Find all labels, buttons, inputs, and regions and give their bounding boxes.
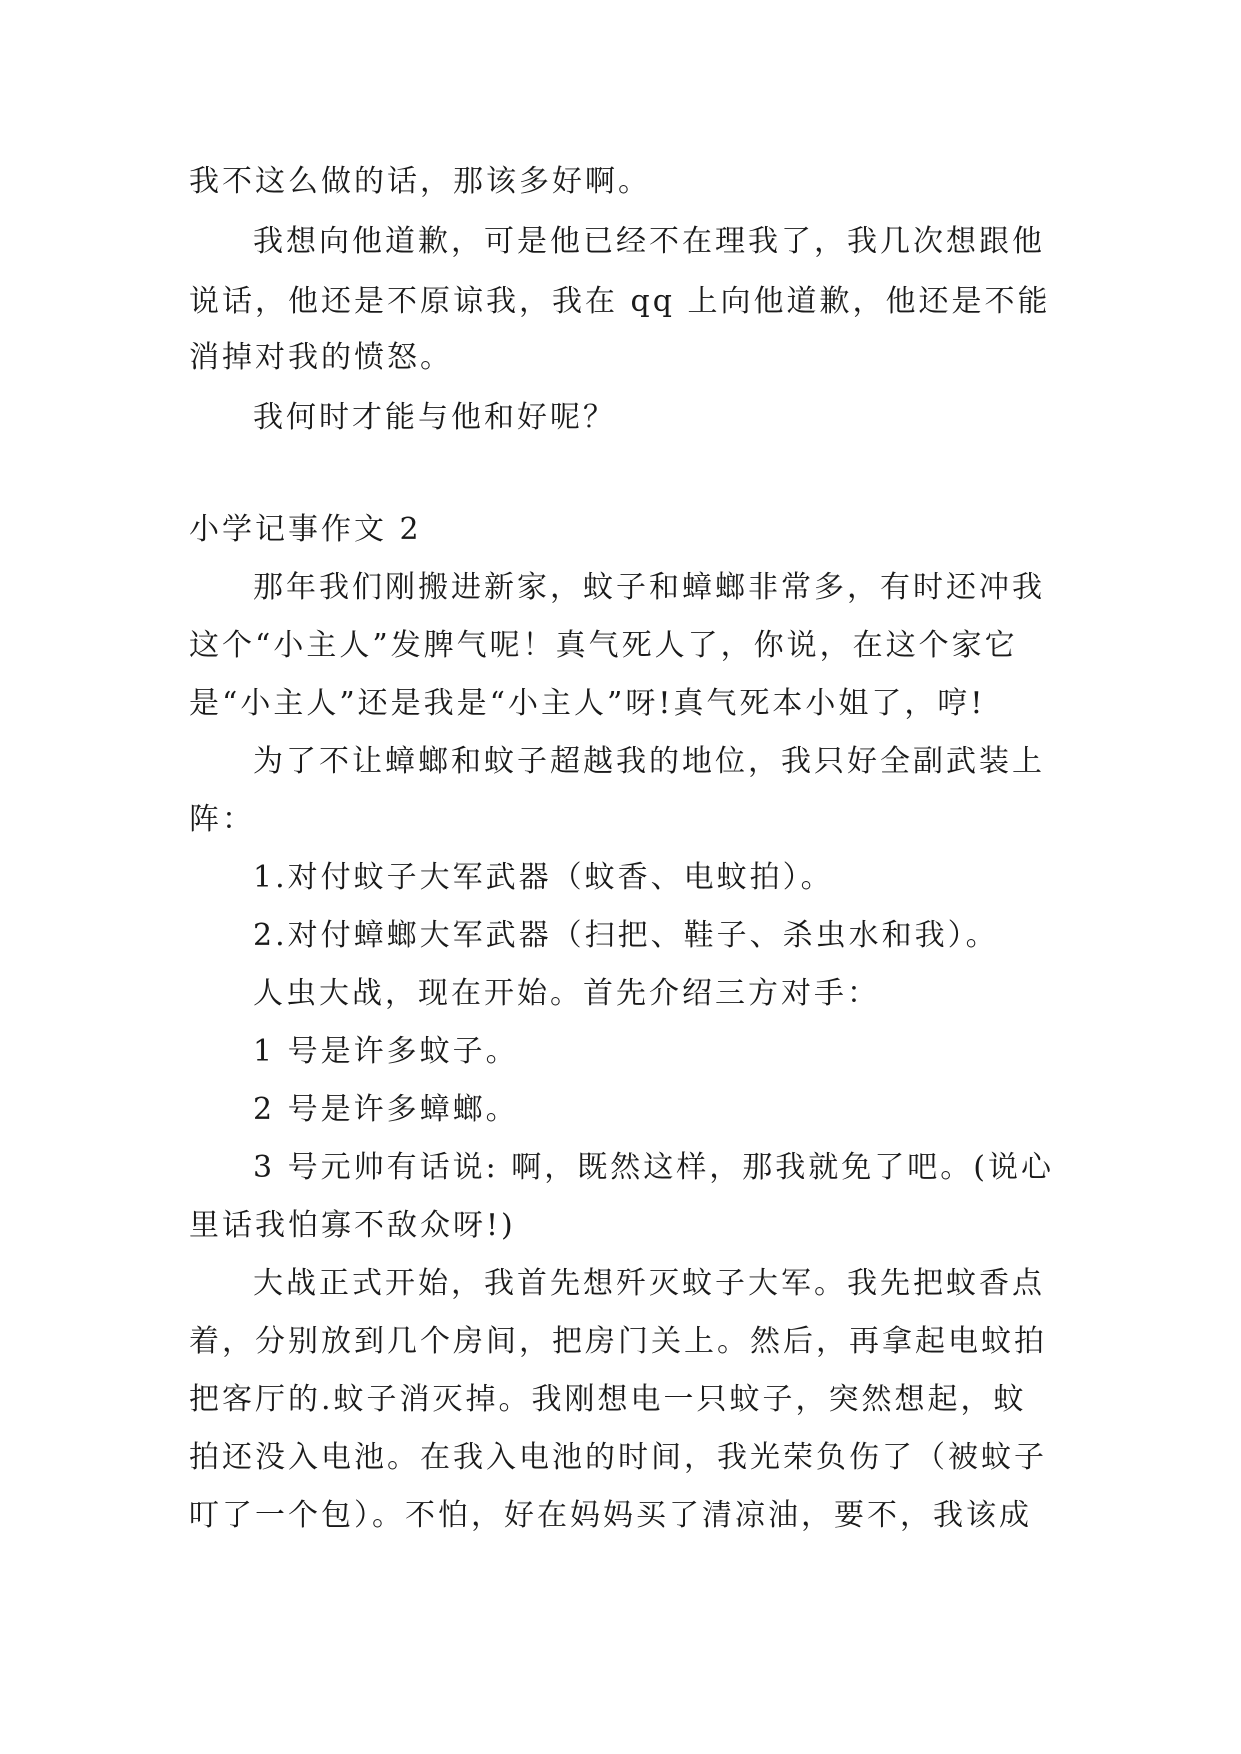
text-line: 1 号是许多蚊子。: [253, 1034, 519, 1069]
text-line: 消掉对我的愤怒。: [189, 340, 453, 375]
text-line: 这个“小主人”发脾气呢！真气死人了，你说，在这个家它: [189, 628, 1018, 663]
text-line: 人虫大战，现在开始。首先介绍三方对手：: [253, 976, 880, 1011]
list-item: 1.对付蚊子大军武器（蚊香、电蚊拍）。: [253, 860, 834, 895]
text-line: 着，分别放到几个房间，把房门关上。然后，再拿起电蚊拍: [189, 1324, 1047, 1359]
text-line: 我何时才能与他和好呢？: [253, 400, 616, 435]
text-line: 里话我怕寡不敌众呀!): [189, 1208, 516, 1243]
text-line: 拍还没入电池。在我入电池的时间，我光荣负伤了（被蚊子: [189, 1440, 1047, 1475]
section-heading: 小学记事作文 2: [189, 512, 422, 547]
text-line: 说话，他还是不原谅我，我在 qq 上向他道歉，他还是不能: [189, 284, 1051, 319]
text-line: 我想向他道歉，可是他已经不在理我了，我几次想跟他: [253, 224, 1045, 259]
text-line: 大战正式开始，我首先想歼灭蚊子大军。我先把蚊香点: [253, 1266, 1045, 1301]
text-line: 为了不让蟑螂和蚊子超越我的地位，我只好全副武装上: [253, 744, 1045, 779]
text-line: 阵：: [189, 802, 255, 837]
text-line: 那年我们刚搬进新家，蚊子和蟑螂非常多，有时还冲我: [253, 570, 1045, 605]
text-line: 我不这么做的话，那该多好啊。: [189, 164, 651, 199]
text-line: 3 号元帅有话说: 啊，既然这样，那我就免了吧。(说心: [253, 1150, 1054, 1185]
text-line: 2 号是许多蟑螂。: [253, 1092, 519, 1127]
list-item: 2.对付蟑螂大军武器（扫把、鞋子、杀虫水和我）。: [253, 918, 999, 953]
text-line: 叮了一个包）。不怕，好在妈妈买了清凉油，要不，我该成: [189, 1498, 1032, 1533]
text-line: 把客厅的.蚊子消灭掉。我刚想电一只蚊子，突然想起，蚊: [189, 1382, 1027, 1417]
text-line: 是“小主人”还是我是“小主人”呀!真气死本小姐了，哼!: [189, 686, 986, 721]
